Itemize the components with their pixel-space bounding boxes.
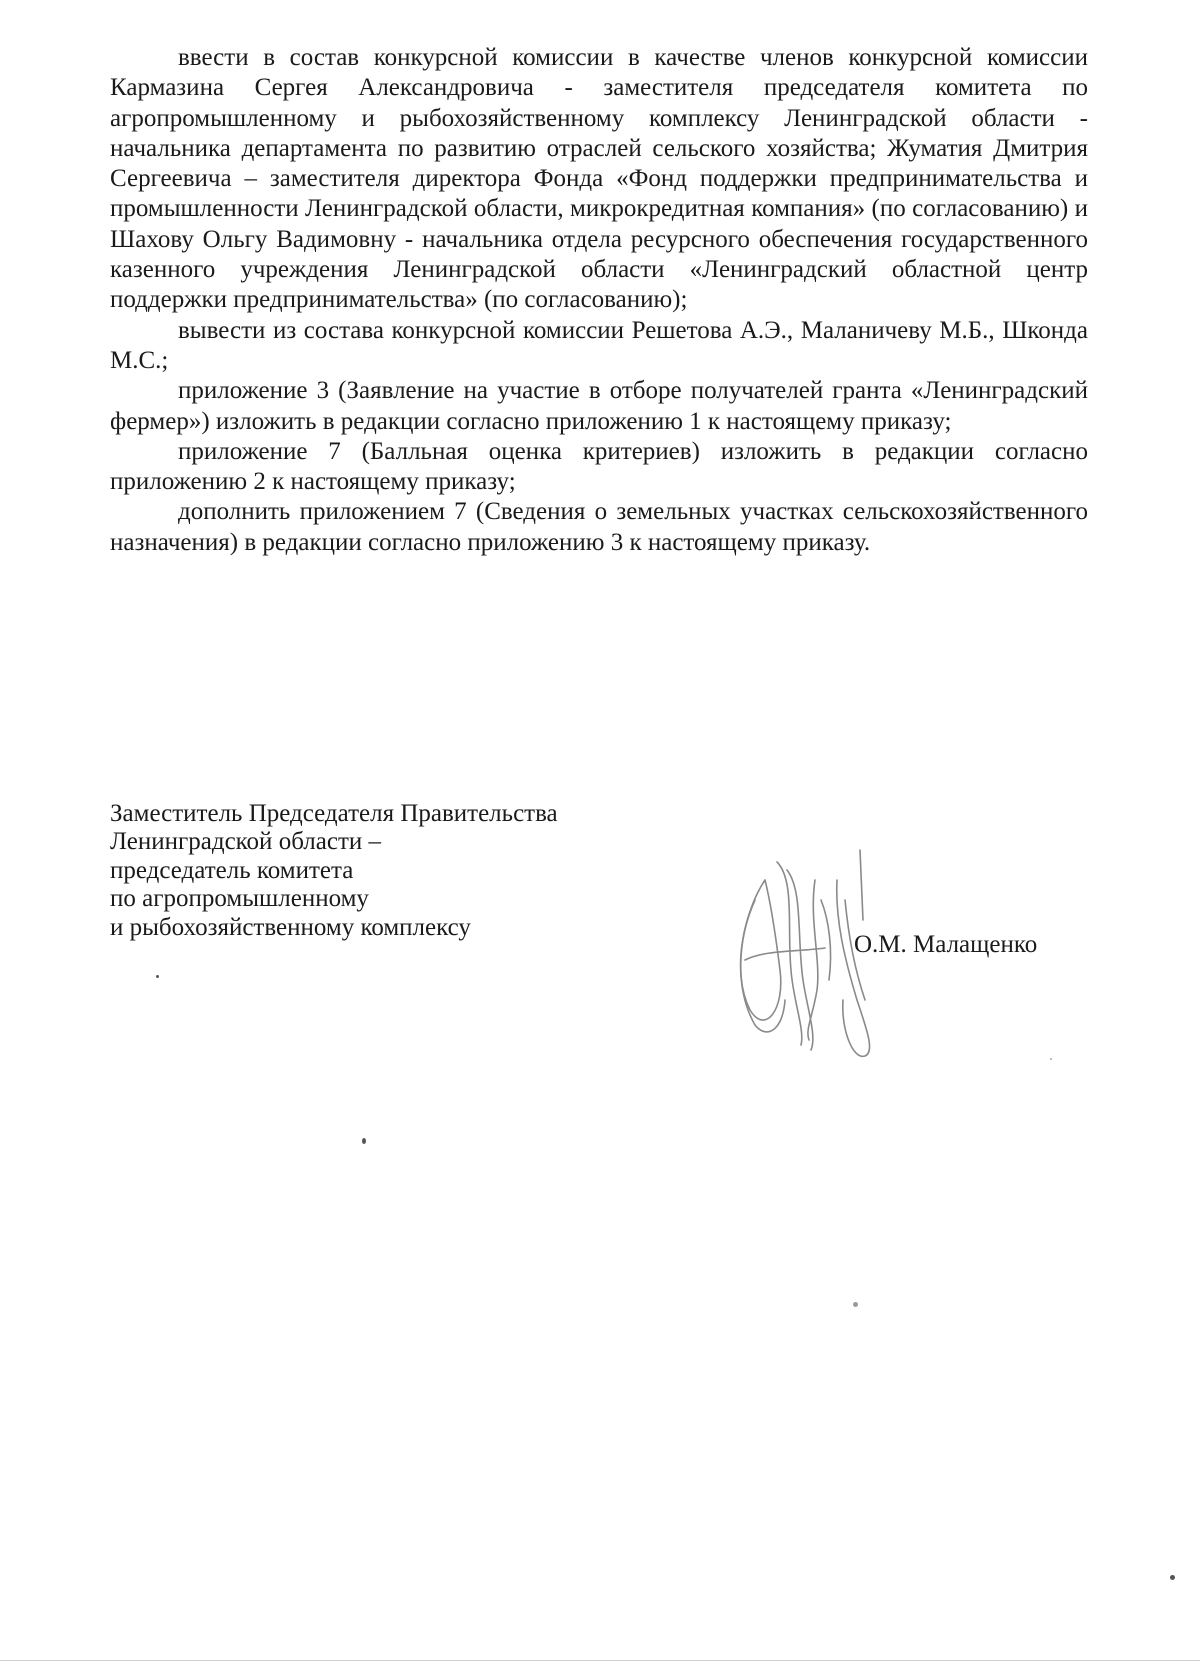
position-line: Ленинградской области – (110, 828, 382, 856)
scan-speck (1050, 1058, 1052, 1060)
scan-speck (1170, 1575, 1175, 1580)
paragraph-appendix-7: приложение 7 (Балльная оценка критериев) изложить в редакции согласно приложению 2 к настоящему приказу; (110, 437, 1088, 496)
scan-speck (853, 1302, 858, 1307)
scan-speck (156, 975, 159, 978)
paragraph-commission-add: ввести в состав конкурсной комиссии в качестве членов конкурсной комиссии Кармазина Сергея Александровича - заместителя председателя комитета по агропромышленному и рыбохозяйственному комплексу Ленинградской области - начальника департамента по развитию отраслей сельского хозяйства; Жуматия Дмитрия Сергеевича – заместителя директора Фонда «Фонд поддержки предпринимательства и промышленности Ленинградской области, микрокредитная компания» (по согласованию) и Шахову Ольгу Вадимовну - начальника отдела ресурсного обеспечения государственного казенного учреждения Ленинградской области «Ленинградский областной центр поддержки предпринимательства» (по согласованию); (110, 44, 1088, 314)
position-line: председатель комитета (110, 856, 354, 884)
position-line: и рыбохозяйственному комплексу (110, 913, 471, 941)
paragraph-commission-remove: вывести из состава конкурсной комиссии Решетова А.Э., Маланичеву М.Б., Шконда М.С.; (110, 316, 1088, 374)
scan-speck (362, 1138, 366, 1144)
signer-name: О.М. Малащенко (854, 931, 1038, 958)
position-line: Заместитель Председателя Правительства (110, 800, 558, 827)
scan-edge-line (0, 1660, 1200, 1661)
document-body (110, 43, 1088, 558)
paragraph-supplement: дополнить приложением 7 (Сведения о земельных участках сельскохозяйственного назначения) в редакции согласно приложению 3 к настоящему приказу. (110, 498, 1088, 556)
paragraph-appendix-3: приложение 3 (Заявление на участие в отборе получателей гранта «Ленинградский фермер») изложить в редакции согласно приложению 1 к настоящему приказу; (110, 377, 1088, 435)
position-line: по агропромышленному (110, 885, 369, 913)
signatory-position (110, 800, 558, 942)
